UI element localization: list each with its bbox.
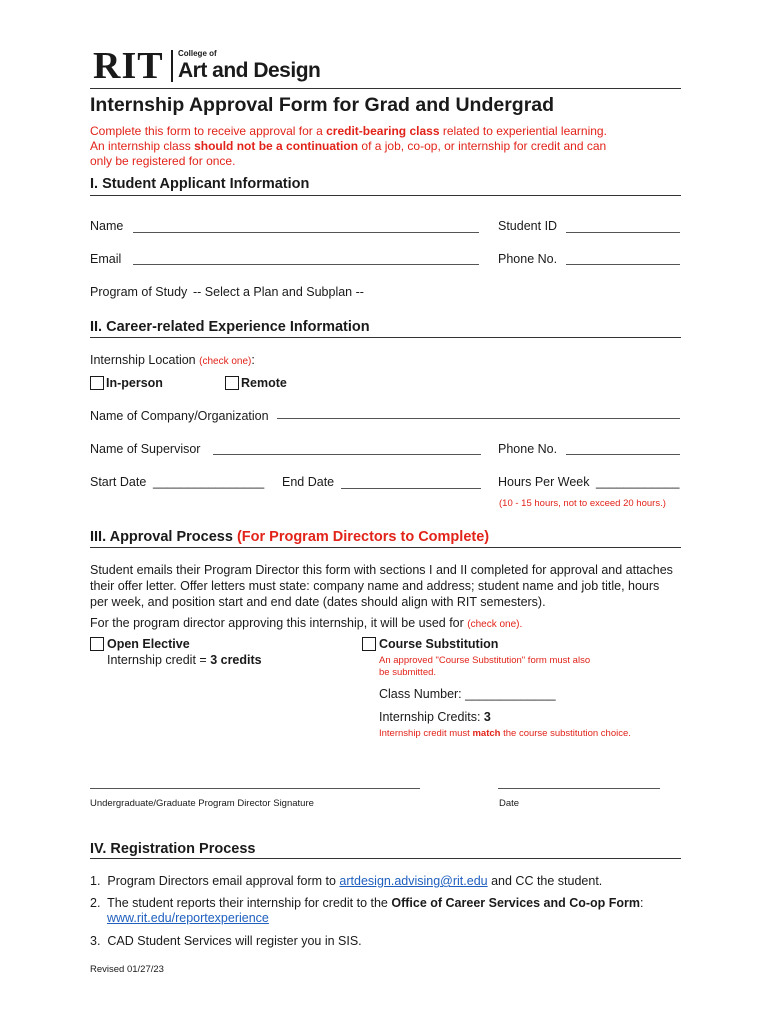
supervisor-label: Name of Supervisor	[90, 442, 201, 456]
in-person-label: In-person	[106, 376, 163, 390]
section-2-rule	[90, 337, 681, 338]
section-1-rule	[90, 195, 681, 196]
signature-field[interactable]	[90, 788, 420, 789]
remote-checkbox[interactable]	[225, 376, 239, 390]
logo-divider	[171, 50, 173, 82]
section-4-rule	[90, 858, 681, 859]
section-3-heading: III. Approval Process (For Program Directors to Complete)	[90, 529, 490, 545]
student-id-field[interactable]	[566, 232, 680, 233]
open-elective-checkbox[interactable]	[90, 637, 104, 651]
section-1-heading: I. Student Applicant Information	[90, 176, 310, 192]
email-field[interactable]	[133, 264, 479, 265]
company-field[interactable]	[277, 418, 680, 419]
class-number-field[interactable]: _____________	[465, 687, 556, 701]
credits-note: Internship credit must match the course substitution choice.	[379, 728, 631, 739]
section-3-rule	[90, 547, 681, 548]
logo-art-and-design: Art and Design	[178, 59, 321, 82]
approval-paragraph: Student emails their Program Director this form with sections I and II completed for approval and attaches their offer letter. Offer letters must state: company name and address; student name and job title, hours per week, and position start and end date (dates should align with RIT semesters).	[90, 563, 673, 609]
revised-date: Revised 01/27/23	[90, 964, 164, 975]
header-rule	[90, 88, 681, 89]
section-4-heading: IV. Registration Process	[90, 841, 256, 857]
hours-label: Hours Per Week	[498, 475, 590, 489]
supervisor-field[interactable]	[213, 454, 481, 455]
start-date-label: Start Date	[90, 475, 147, 489]
section-2-heading: II. Career-related Experience Information	[90, 319, 370, 335]
logo-college-of: College of	[178, 49, 217, 58]
phone-label: Phone No.	[498, 252, 558, 266]
student-id-label: Student ID	[498, 219, 558, 233]
supervisor-phone-label: Phone No.	[498, 442, 558, 456]
step-1: 1. Program Directors email approval form to artdesign.advising@rit.edu and CC the student.	[90, 874, 603, 888]
date-field[interactable]	[498, 788, 660, 789]
open-elective-label: Open Elective	[107, 637, 190, 651]
location-label: Internship Location (check one):	[90, 353, 255, 367]
step-2: 2. The student reports their internship for credit to the Office of Career Services and Co-op Form:	[90, 896, 644, 910]
start-date-field[interactable]: ________________	[153, 475, 265, 489]
date-label: Date	[499, 798, 520, 809]
credit-text: Internship credit = 3 credits	[107, 653, 262, 667]
course-substitution-label: Course Substitution	[379, 637, 499, 651]
name-field[interactable]	[133, 232, 479, 233]
usage-paragraph: For the program director approving this internship, it will be used for (check one).	[90, 616, 523, 630]
end-date-label: End Date	[282, 475, 335, 489]
remote-label: Remote	[241, 376, 287, 390]
supervisor-phone-field[interactable]	[566, 454, 680, 455]
signature-label: Undergraduate/Graduate Program Director Signature	[90, 798, 314, 809]
intro-text: Complete this form to receive approval for a credit-bearing class related to experiential learning. An internship class should not be a continuation of a job, co-op, or internship for credit and can only be registered for once.	[90, 124, 607, 168]
end-date-field[interactable]	[341, 488, 481, 489]
internship-credits: Internship Credits: 3	[379, 710, 491, 724]
hours-field[interactable]: ____________	[596, 475, 680, 489]
course-substitution-checkbox[interactable]	[362, 637, 376, 651]
course-sub-note-line1: An approved "Course Substitution" form must also	[379, 655, 591, 666]
name-label: Name	[90, 219, 124, 233]
page-title: Internship Approval Form for Grad and Undergrad	[90, 94, 555, 116]
phone-field[interactable]	[566, 264, 680, 265]
program-select[interactable]: -- Select a Plan and Subplan --	[193, 285, 364, 299]
in-person-checkbox[interactable]	[90, 376, 104, 390]
company-label: Name of Company/Organization	[90, 409, 269, 423]
email-label: Email	[90, 252, 122, 266]
rit-logo-wordmark: RIT	[93, 45, 164, 87]
course-sub-note-line2: be submitted.	[379, 667, 437, 678]
program-label: Program of Study	[90, 285, 188, 299]
hours-note: (10 - 15 hours, not to exceed 20 hours.)	[499, 498, 666, 509]
step-3: 3. CAD Student Services will register you in SIS.	[90, 934, 362, 948]
advising-email-link[interactable]: artdesign.advising@rit.edu	[339, 874, 488, 888]
report-experience-link[interactable]: www.rit.edu/reportexperience	[107, 911, 269, 925]
report-experience-link-wrap	[107, 911, 269, 926]
class-number: Class Number: _____________	[379, 687, 556, 701]
